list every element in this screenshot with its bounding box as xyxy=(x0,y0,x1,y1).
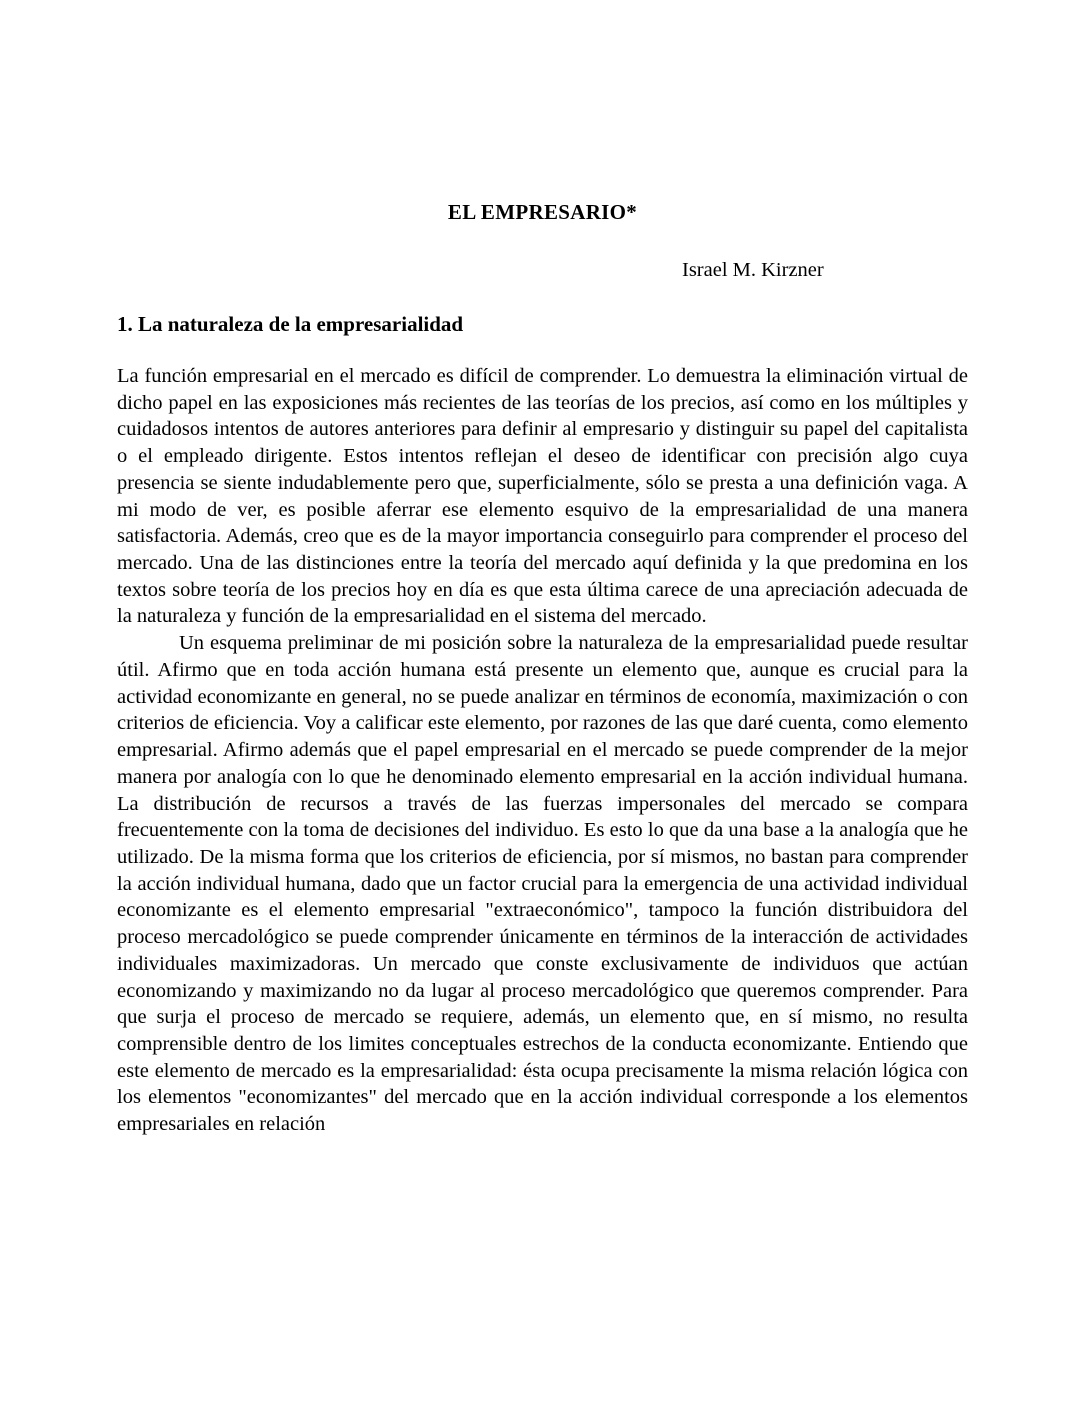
paragraph-2: Un esquema preliminar de mi posición sobre la naturaleza de la empresarialidad puede resultar útil. Afirmo que en toda acción humana está presente un elemento que, aunque es crucial para la actividad economizante en general, no se puede analizar en términos de economía, maximización o con criterios de eficiencia. Voy a calificar este elemento, por razones de las que daré cuenta, como elemento empresarial. Afirmo además que el papel empresarial en el mercado se puede comprender de la mejor manera por analogía con lo que he denominado elemento empresarial en la acción individual humana. La distribución de recursos a través de las fuerzas impersonales del mercado se compara frecuentemente con la toma de decisiones del individuo. Es esto lo que da una base a la analogía que he utilizado. De la misma forma que los criterios de eficiencia, por sí mismos, no bastan para comprender la acción individual humana, dado que un factor crucial para la emergencia de una actividad individual economizante es el elemento empresarial "extraeconómico", tampoco la función distribuidora del proceso mercadológico se puede comprender únicamente en términos de la interacción de actividades individuales maximizadoras. Un mercado que conste exclusivamente de individuos que actúan economizando y maximizando no da lugar al proceso mercadológico que queremos comprender. Para que surja el proceso de mercado se requiere, además, un elemento que, en sí mismo, no resulta comprensible dentro de los limites conceptuales estrechos de la conducta economizante. Entiendo que este elemento de mercado es la empresarialidad: ésta ocupa precisamente la misma relación lógica con los elementos "economizantes" del mercado que en la acción individual corresponde a los elementos empresariales en relación xyxy=(117,632,968,1136)
page-content xyxy=(117,0,968,1138)
document-title: EL EMPRESARIO* xyxy=(447,200,638,224)
paragraph-1: La función empresarial en el mercado es difícil de comprender. Lo demuestra la eliminación virtual de dicho papel en las exposiciones más recientes de las teorías de los precios, así como en los múltiples y cuidadosos intentos de autores anteriores para definir al empresario y distinguir su papel del capitalista o el empleado dirigente. Estos intentos reflejan el deseo de identificar con precisión algo cuya presencia se siente indudablemente pero que, superficialmente, sólo se presta a una definición vaga. A mi modo de ver, es posible aferrar ese elemento esquivo de la empresarialidad de una manera satisfactoria. Además, creo que es de la mayor importancia conseguirlo para comprender el proceso del mercado. Una de las distinciones entre la teoría del mercado aquí definida y la que predomina en los textos sobre teoría de los precios hoy en día es que esta última carece de una apreciación adecuada de la naturaleza y función de la empresarialidad en el sistema del mercado. xyxy=(117,365,968,628)
body-text xyxy=(117,363,968,1138)
section-heading: 1. La naturaleza de la empresarialidad xyxy=(117,312,464,336)
author-line: Israel M. Kirzner xyxy=(682,259,824,281)
